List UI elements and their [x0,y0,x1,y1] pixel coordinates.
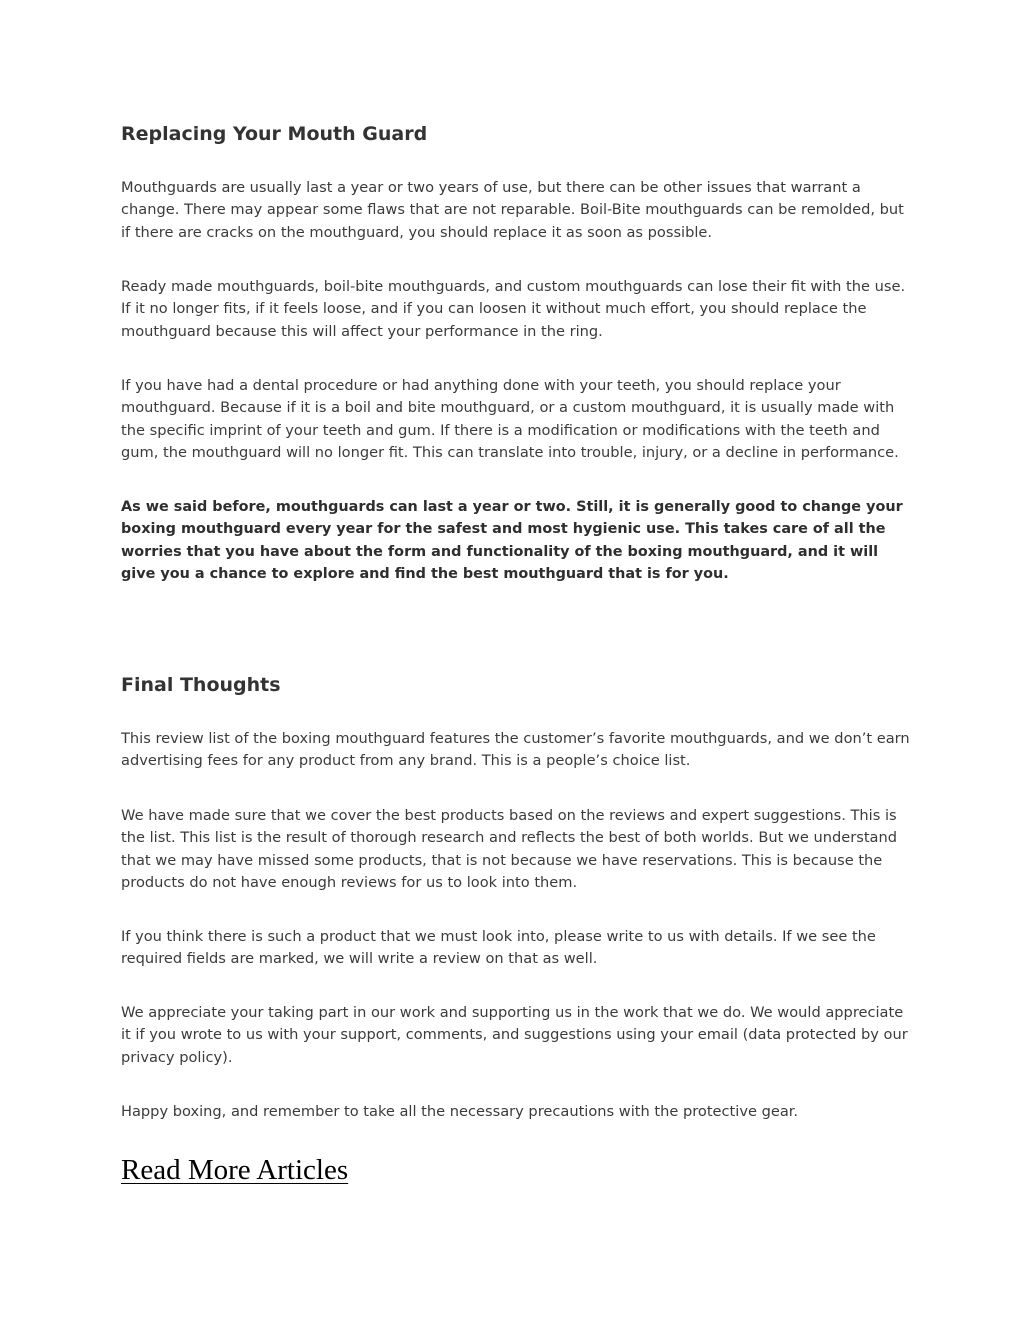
paragraph-final-3: If you think there is such a product that we must look into, please write to us with details. If we see the required fields are marked, we will write a review on that as well. [121,928,876,968]
paragraph-replacing-3: If you have had a dental procedure or had anything done with your teeth, you should replace your mouthguard. Because if it is a boil and bite mouthguard, or a custom mouthguard, it is usually made with the specific imprint of your teeth and gum. If there is a modification or modifications with the teeth and gum, the mouthguard will no longer fit. This can translate into trouble, injury, or a decline in performance. [121,377,899,461]
paragraph-final-1: This review list of the boxing mouthguard features the customer’s favorite mouthguards, and we don’t earn advertising fees for any product from any brand. This is a people’s choice list. [121,730,910,770]
paragraph-final-4: We appreciate your taking part in our work and supporting us in the work that we do. We would appreciate it if you wrote to us with your support, comments, and suggestions using your email (data protected by our privacy policy). [121,1004,908,1066]
paragraph-final-2: We have made sure that we cover the best products based on the reviews and expert suggestions. This is the list. This list is the result of thorough research and reflects the best of both worlds. But we understand that we may have missed some products, that is not because we have reservations. This is because the products do not have enough reviews for us to look into them. [121,807,898,891]
paragraph-final-5: Happy boxing, and remember to take all the necessary precautions with the protective gear. [121,1103,799,1120]
paragraph-replacing-1: Mouthguards are usually last a year or two years of use, but there can be other issues that warrant a change. There may appear some flaws that are not reparable. Boil-Bite mouthguards can be remolded, but if there are cracks on the mouthguard, you should replace it as soon as possible. [121,179,904,241]
paragraph-replacing-summary: As we said before, mouthguards can last a year or two. Still, it is generally good to change your boxing mouthguard every year for the safest and most hygienic use. This takes care of all the worries that you have about the form and functionality of the boxing mouthguard, and it will give you a chance to explore and find the best mouthguard that is for you. [121,499,903,582]
section-heading-replacing: Replacing Your Mouth Guard [121,123,428,145]
section-heading-final-thoughts: Final Thoughts [121,674,281,696]
paragraph-replacing-2: Ready made mouthguards, boil-bite mouthguards, and custom mouthguards can lose their fit with the use. If it no longer fits, if it feels loose, and if you can loosen it without much effort, you should replace the mouthguard because this will affect your performance in the ring. [121,278,906,340]
read-more-articles-link[interactable]: Read More Articles [121,1154,349,1186]
